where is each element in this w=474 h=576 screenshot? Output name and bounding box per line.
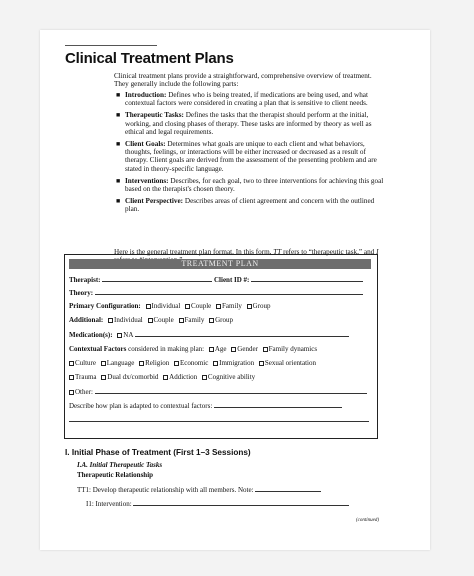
medications-row [69,330,349,339]
checkbox[interactable] [231,347,236,352]
theory-row [69,288,363,297]
client-id-field[interactable] [251,275,363,282]
client-id-label: Client ID #: [214,276,250,284]
option-label: NA [123,331,134,339]
option-label: Religion [145,359,170,367]
continued-note: (continued) [356,518,380,523]
option-label: Economic [179,359,209,367]
checkbox[interactable] [209,347,214,352]
other-field[interactable] [95,387,367,394]
describe-field[interactable] [214,401,342,408]
contextual-row-1 [69,345,317,353]
bullet-term: Therapeutic Tasks: [125,111,184,120]
checkbox[interactable] [69,375,74,380]
bullet-text: Determines what goals are unique to each client and what behaviors, thoughts, feelings, or interactions will be either increased or decreased as a result of therapy. Client goals are derived from the assessment of the presenting problem and are stated in theory-specific language. [125,139,377,173]
checkbox[interactable] [69,390,74,395]
list-item [115,91,387,108]
therapist-row [69,275,363,284]
format-text: refers to “therapeutic task,” and [281,248,377,256]
parts-list [115,91,387,217]
primary-config-row [69,302,271,310]
bullet-text: Describes, for each goal, two to three interventions for achieving this goal based on the therapist's chosen theory. [125,176,384,193]
section-heading: Therapeutic Relationship [77,471,154,479]
option-label: Individual [151,302,181,310]
describe-continuation [69,415,369,424]
medications-field[interactable] [135,330,349,337]
bullet-term: Client Goals: [125,139,166,148]
i1-row [86,499,349,508]
tt1-row [77,485,321,494]
document-page [40,30,430,550]
additional-row [69,316,233,324]
tt1-note-field[interactable] [255,485,321,492]
page-title: Clinical Treatment Plans [65,50,234,67]
list-item [115,177,387,194]
checkbox[interactable] [174,361,179,366]
describe-row [69,401,342,410]
option-label: Age [214,345,227,353]
checkbox[interactable] [69,361,74,366]
bullet-term: Interventions: [125,176,169,185]
checkbox[interactable] [185,304,190,309]
option-label: Group [252,302,271,310]
option-label: Family [222,302,242,310]
checkbox[interactable] [259,361,264,366]
option-label: Group [215,316,233,324]
medications-label: Medication(s): [69,331,113,339]
bullet-icon: ■ [116,196,121,205]
checkbox[interactable] [101,361,106,366]
primary-config-label: Primary Configuration: [69,302,141,310]
option-label: Gender [237,345,258,353]
contextual-label: Contextual Factors [69,345,127,353]
checkbox[interactable] [209,318,214,323]
option-label: Dual dx/comorbid [107,373,159,381]
bullet-text: Describes areas of client agreement and concern with the outlined plan. [125,196,375,214]
checkbox[interactable] [146,304,151,309]
checkbox[interactable] [148,318,153,323]
bullet-term: Introduction: [125,91,167,99]
treatment-plan-form [64,254,378,439]
describe-field-line[interactable] [69,415,369,422]
list-item [115,111,387,136]
describe-label: Describe how plan is adapted to contextual factors: [69,402,213,410]
option-label: Language [106,359,135,367]
format-abbrev-tt: TT [273,248,282,256]
bullet-term: Client Perspective: [125,196,184,205]
checkbox[interactable] [263,347,268,352]
i1-label: I1: Intervention: [86,500,132,508]
option-label: Addiction [169,373,198,381]
bullet-icon: ■ [116,176,121,185]
bullet-text: Defines the tasks that the therapist should perform at the initial, working, and closing phases of therapy. These tasks are informed by theory as well as ethical and legal requirements. [125,111,372,136]
intro-paragraph: Clinical treatment plans provide a straightforward, comprehensive overview of treatment. They generally include the following parts: [114,72,372,89]
phase-title: I. Initial Phase of Treatment (First 1–3 Sessions) [65,448,251,457]
option-label: Other: [75,388,93,396]
form-header: TREATMENT PLAN [69,259,371,269]
list-item [115,197,387,214]
bullet-icon: ■ [116,91,121,99]
checkbox[interactable] [101,375,106,380]
checkbox[interactable] [108,318,113,323]
therapist-field[interactable] [102,275,212,282]
therapist-label: Therapist: [69,276,101,284]
checkbox[interactable] [213,361,218,366]
list-item [115,140,387,174]
tt1-label: TT1: Develop therapeutic relationship with all members. Note: [77,486,254,494]
format-text: Here is the general treatment plan format. In this form, [114,248,274,256]
option-label: Individual [113,316,143,324]
option-label: Immigration [219,359,255,367]
checkbox[interactable] [139,361,144,366]
option-label: Family [184,316,205,324]
checkbox[interactable] [163,375,168,380]
checkbox[interactable] [202,375,207,380]
phase-subtitle: I.A. Initial Therapeutic Tasks [77,461,163,469]
checkbox[interactable] [247,304,252,309]
theory-field[interactable] [95,288,363,295]
option-label: Trauma [75,373,97,381]
checkbox[interactable] [216,304,221,309]
option-label: Couple [191,302,212,310]
option-label: Sexual orientation [264,359,317,367]
checkbox[interactable] [179,318,184,323]
bullet-icon: ■ [116,139,121,148]
option-label: Family dynamics [268,345,318,353]
option-label: Cognitive ability [207,373,256,381]
bullet-icon: ■ [116,111,121,120]
contextual-row-3 [66,373,255,381]
theory-label: Theory: [69,289,94,297]
checkbox[interactable] [117,333,122,338]
other-row [66,387,367,396]
contextual-row-2 [66,359,316,367]
i1-field[interactable] [133,499,349,506]
bullet-text: Defines who is being treated, if medications are being used, and what contextual factors were considered in creating a plan that is sensitive to client needs. [125,91,368,108]
additional-label: Additional: [69,316,104,324]
format-abbrev-i: I [376,248,379,256]
option-label: Couple [153,316,174,324]
option-label: Culture [75,359,96,367]
title-rule [65,45,157,46]
contextual-text: considered in making plan: [126,345,205,353]
